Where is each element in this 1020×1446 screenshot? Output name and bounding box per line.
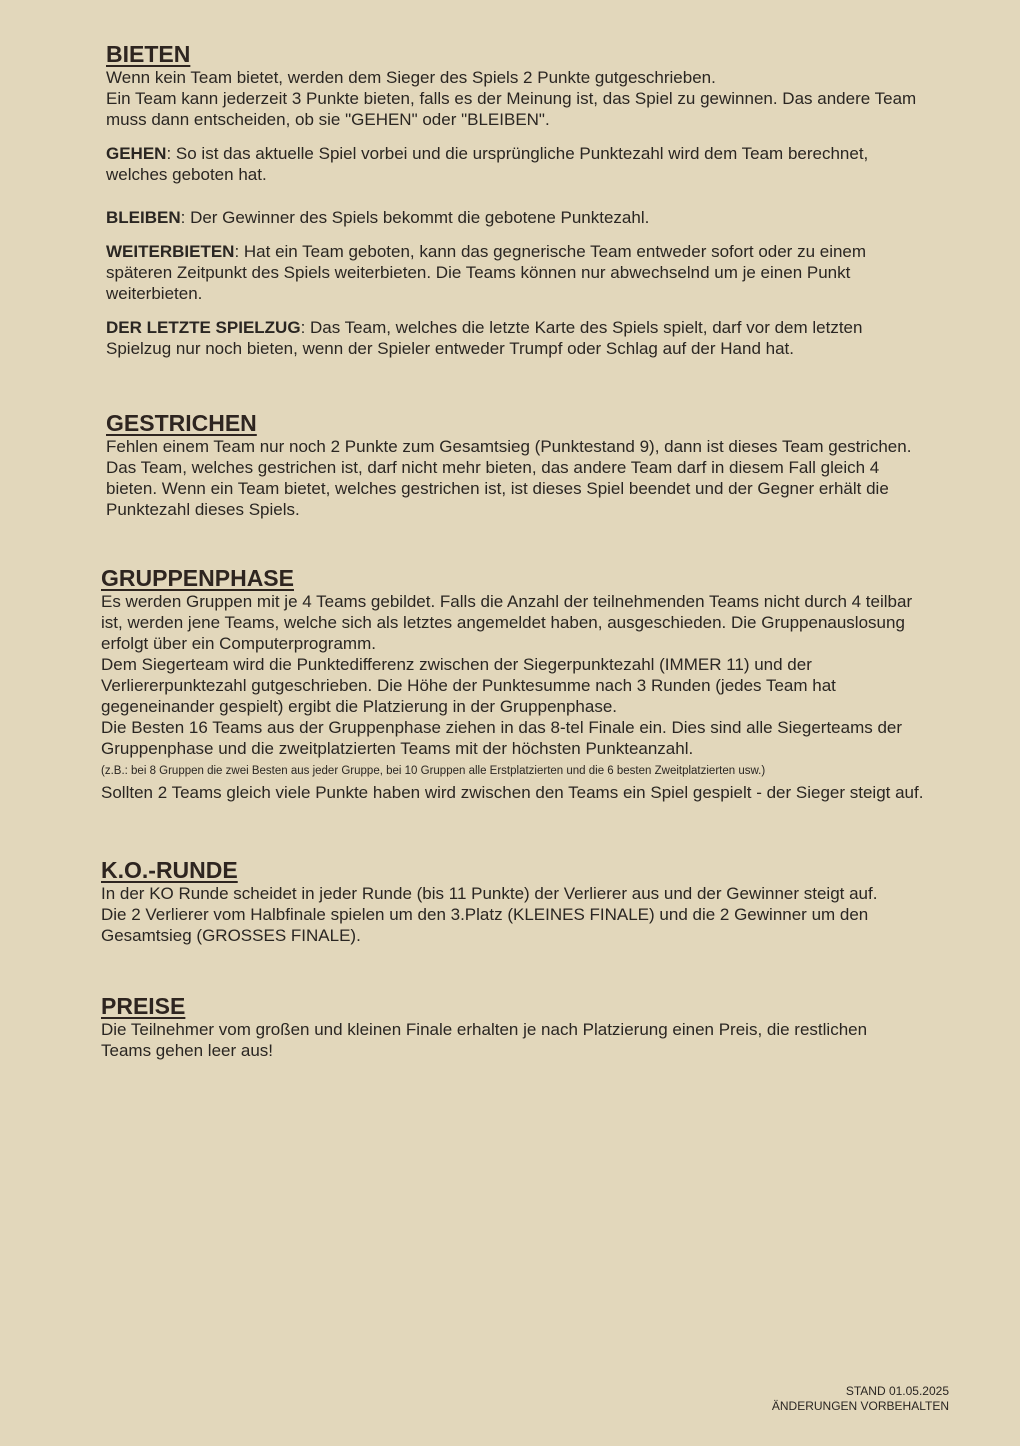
bleiben-text: : Der Gewinner des Spiels bekommt die gebotene Punktezahl. [180, 208, 650, 227]
section-preise [101, 994, 901, 1061]
section-bieten [106, 42, 926, 359]
gestrichen-paragraph-1: Fehlen einem Team nur noch 2 Punkte zum Gesamtsieg (Punktestand 9), dann ist dieses Team gestrichen. [106, 437, 912, 456]
gruppenphase-paragraph-4: Sollten 2 Teams gleich viele Punkte haben wird zwischen den Teams ein Spiel gespielt - der Sieger steigt auf. [101, 783, 924, 802]
bieten-weiterbieten-paragraph [106, 241, 926, 304]
bieten-letzter-spielzug-paragraph [106, 317, 926, 359]
bieten-paragraph-2: Ein Team kann jederzeit 3 Punkte bieten, falls es der Meinung ist, das Spiel zu gewinnen. Das andere Team muss dann entscheiden, ob sie "GEHEN" oder "BLEIBEN". [106, 89, 917, 129]
term-bleiben: BLEIBEN [106, 208, 181, 227]
bieten-paragraph-1: Wenn kein Team bietet, werden dem Sieger des Spiels 2 Punkte gutgeschrieben. [106, 68, 716, 87]
section-gestrichen [106, 411, 928, 520]
section-gruppenphase [101, 566, 931, 803]
footer-vorbehalt: ÄNDERUNGEN VORBEHALTEN [771, 1399, 949, 1413]
ko-runde-paragraph-1: In der KO Runde scheidet in jeder Runde (bis 11 Punkte) der Verlierer aus und der Gewinner steigt auf. [101, 884, 878, 903]
section-title-gestrichen: GESTRICHEN [106, 410, 257, 436]
gestrichen-paragraph-2: Das Team, welches gestrichen ist, darf nicht mehr bieten, das andere Team darf in diesem Fall gleich 4 bieten. Wenn ein Team bietet, welches gestrichen ist, ist dieses Spiel beendet und der Gegner erhält die Punktezahl dieses Spiels. [106, 458, 889, 519]
section-title-ko-runde: K.O.-RUNDE [101, 857, 238, 883]
bieten-bleiben-paragraph [106, 207, 926, 228]
section-title-bieten: BIETEN [106, 41, 191, 67]
gruppenphase-paragraph-3: Die Besten 16 Teams aus der Gruppenphase ziehen in das 8-tel Finale ein. Dies sind alle Siegerteams der Gruppenphase und die zweitplatzierten Teams mit der höchsten Punkteanzahl. [101, 718, 903, 758]
bieten-gehen-paragraph [106, 143, 926, 185]
section-title-gruppenphase: GRUPPENPHASE [101, 565, 294, 591]
preise-paragraph-1: Die Teilnehmer vom großen und kleinen Finale erhalten je nach Platzierung einen Preis, die restlichen Teams gehen leer aus! [101, 1020, 868, 1060]
gruppenphase-note: (z.B.: bei 8 Gruppen die zwei Besten aus jeder Gruppe, bei 10 Gruppen alle Erstplatzierten und die 6 besten Zweitplatzierten usw.) [101, 765, 766, 777]
weiterbieten-text: : Hat ein Team geboten, kann das gegnerische Team entweder sofort oder zu einem späteren Zeitpunkt des Spiels weiterbieten. Die Teams können nur abwechselnd um je einen Punkt weiterbieten. [106, 242, 867, 303]
footer-stand: STAND 01.05.2025 [845, 1384, 949, 1398]
section-ko-runde [101, 858, 911, 946]
gruppenphase-paragraph-2: Dem Siegerteam wird die Punktedifferenz zwischen der Siegerpunktezahl (IMMER 11) und der Verliererpunktezahl gutgeschrieben. Die Höhe der Punktesumme nach 3 Runden (jedes Team hat gegeneinander gespielt) ergibt die Platzierung in der Gruppenphase. [101, 655, 836, 716]
term-weiterbieten: WEITERBIETEN [106, 242, 235, 261]
term-gehen: GEHEN [106, 144, 167, 163]
term-letzter-spielzug: DER LETZTE SPIELZUG [106, 318, 301, 337]
section-title-preise: PREISE [101, 993, 186, 1019]
ko-runde-paragraph-2: Die 2 Verlierer vom Halbfinale spielen um den 3.Platz (KLEINES FINALE) und die 2 Gewinner um den Gesamtsieg (GROSSES FINALE). [101, 905, 869, 945]
gruppenphase-paragraph-1: Es werden Gruppen mit je 4 Teams gebildet. Falls die Anzahl der teilnehmenden Teams nicht durch 4 teilbar ist, werden jene Teams, welche sich als letztes angemeldet haben, ausgeschieden. Die Gruppenauslosung erfolgt über ein Computerprogramm. [101, 592, 913, 653]
letzter-spielzug-text: : Das Team, welches die letzte Karte des Spiels spielt, darf vor dem letzten Spielzug nur noch bieten, wenn der Spieler entweder Trumpf oder Schlag auf der Hand hat. [106, 318, 863, 358]
footer [772, 1384, 949, 1414]
gehen-text: : So ist das aktuelle Spiel vorbei und die ursprüngliche Punktezahl wird dem Team berechnet, welches geboten hat. [106, 144, 869, 184]
